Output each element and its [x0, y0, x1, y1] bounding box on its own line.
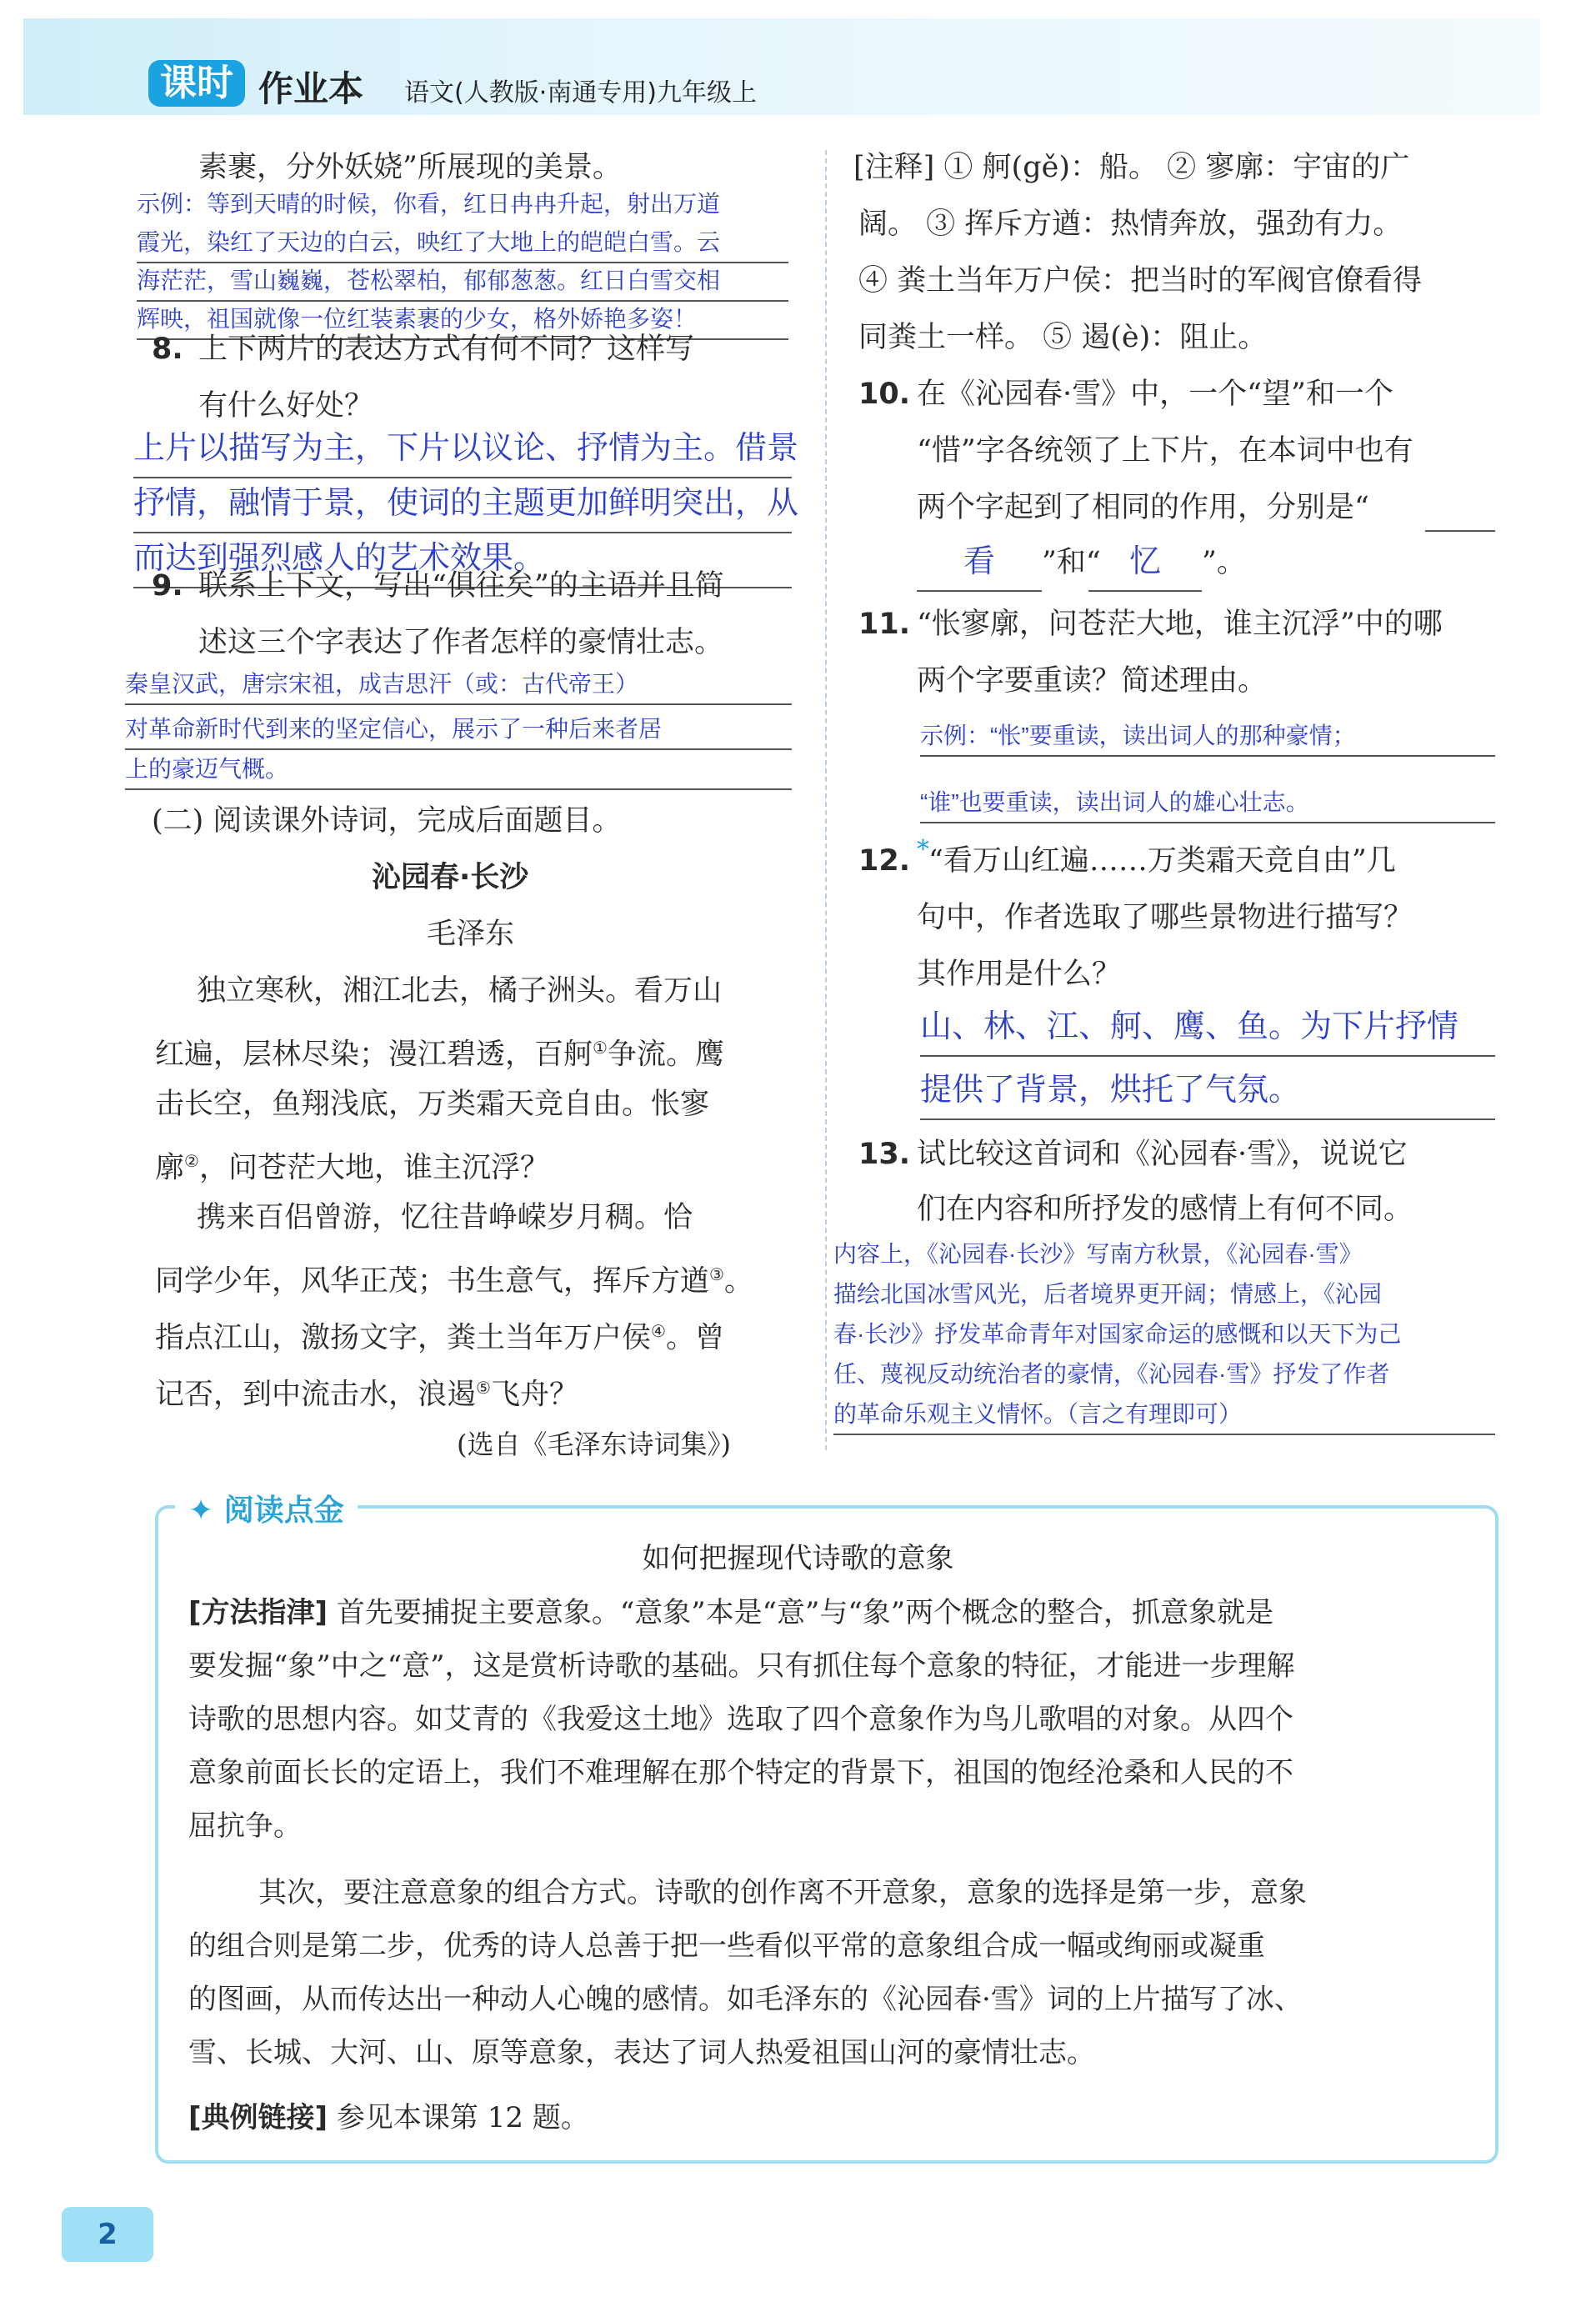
reading-tag — [175, 1487, 358, 1529]
answer-7-line: 海茫茫，雪山巍巍，苍松翠柏，郁郁葱葱。红日白雪交相 — [137, 262, 788, 302]
answer-7-line: 霞光，染红了天边的白云，映红了大地上的皑皑白雪。云 — [137, 223, 788, 263]
star-marker: * — [917, 835, 929, 864]
question-10-text: 两个字起到了相同的作用，分别是“ — [917, 491, 1369, 524]
poem-line: 击长空，鱼翔浅底，万类霜天竞自由。怅寥 — [155, 1088, 710, 1121]
question-11-text: 两个字要重读？简述理由。 — [917, 664, 1268, 698]
answer-8-line: 上片以描写为主，下片以议论、抒情为主。借景 — [133, 420, 792, 478]
question-8-text: 上下两片的表达方式有何不同？这样写 — [198, 333, 695, 366]
poem-text: 飞舟？ — [490, 1378, 578, 1412]
footnote-marker: ③ — [709, 1264, 724, 1284]
poem-text: ，问苍茫大地，谁主沉浮？ — [198, 1151, 549, 1185]
question-10-text: 在《沁园春·雪》中，一个“望”和一个 — [917, 378, 1393, 411]
footnote-marker: ① — [593, 1038, 608, 1058]
poem-source: (选自《毛泽东诗词集》) — [457, 1429, 731, 1460]
question-12-text: 其作用是什么？ — [917, 958, 1122, 991]
poem-text: 争流。鹰 — [607, 1038, 724, 1072]
reading-line: 诗歌的思想内容。如艾青的《我爱这土地》选取了四个意象作为鸟儿歌唱的对象。从四个 — [188, 1703, 1293, 1736]
question-number: 8. — [152, 333, 183, 366]
poem-text: 。 — [723, 1264, 753, 1299]
answer-13-line: 春·长沙》抒发革命青年对国家命运的感慨和以天下为己 — [833, 1321, 1402, 1347]
page-header — [23, 18, 1540, 115]
poem-text: 记否，到中流击水，浪遏 — [155, 1378, 477, 1412]
answer-10-b: 忆 — [1088, 533, 1202, 592]
notes-line: 同粪土一样。 ⑤ 遏(è)：阻止。 — [858, 321, 1268, 354]
answer-9-line: 上的豪迈气概。 — [125, 750, 792, 790]
answer-12-line: 提供了背景，烘托了气氛。 — [920, 1062, 1495, 1120]
footnote-marker: ⑤ — [476, 1378, 491, 1398]
question-number: 12. — [858, 844, 911, 878]
question-10-text: ”和“ — [1042, 546, 1101, 579]
question-12-text: 句中，作者选取了哪些景物进行描写？ — [917, 901, 1413, 934]
question-11-text: “怅寥廓，问苍茫大地，谁主沉浮”中的哪 — [917, 608, 1443, 641]
reading-line: 要发掘“象”中之“意”，这是赏析诗歌的基础。只有抓住每个意象的特征，才能进一步理解 — [188, 1649, 1295, 1683]
method-label: [方法指津] — [188, 1596, 328, 1629]
question-9-text: 联系上下文，写出“俱往矣”的主语并且简 — [198, 569, 724, 603]
question-number: 11. — [858, 608, 911, 641]
question-8-text: 有什么好处？ — [198, 389, 374, 423]
reading-title: 如何把握现代诗歌的意象 — [642, 1542, 954, 1575]
answer-7-line: 辉映，祖国就像一位红装素裹的少女，格外娇艳多姿！ — [137, 300, 788, 340]
poem-text: 。曾 — [665, 1321, 724, 1355]
poem-line — [155, 1022, 724, 1081]
answer-7-line: 示例：等到天晴的时候，你看，红日冉冉升起，射出万道 — [137, 191, 721, 217]
poem-author: 毛泽东 — [427, 918, 515, 951]
reading-line: 屈抗争。 — [188, 1809, 302, 1843]
answer-13-line: 内容上，《沁园春·长沙》写南方秋景，《沁园春·雪》 — [833, 1241, 1363, 1267]
column-divider — [825, 150, 827, 1450]
question-number: 13. — [858, 1138, 911, 1171]
answer-11-line: “谁”也要重读，读出词人的雄心壮志。 — [920, 783, 1495, 823]
poem-text: 廓 — [155, 1151, 185, 1185]
reading-line: 雪、长城、大河、山、原等意象，表达了词人热爱祖国山河的豪情壮志。 — [188, 2036, 1095, 2069]
notes-line: 阔。 ③ 挥斥方遒：热情奔放，强劲有力。 — [858, 208, 1403, 241]
answer-12-line: 山、林、江、舸、鹰、鱼。为下片抒情 — [920, 998, 1495, 1057]
reading-line: 其次，要注意意象的组合方式。诗歌的创作离不开意象，意象的选择是第一步，意象 — [258, 1876, 1307, 1909]
reading-line — [188, 2092, 589, 2144]
poem-text: 同学少年，风华正茂；书生意气，挥斥方遒 — [155, 1264, 710, 1299]
sparkle-icon: ✦ — [188, 1494, 214, 1528]
question-number: 9. — [152, 569, 183, 603]
footnote-marker: ④ — [651, 1321, 666, 1341]
reading-line: 意象前面长长的定语上，我们不难理解在那个特定的背景下，祖国的饱经沧桑和人民的不 — [188, 1756, 1293, 1789]
poem-line — [155, 1249, 753, 1308]
poem-line — [155, 1135, 549, 1194]
poem-line: 独立寒秋，湘江北去，橘子洲头。看万山 — [197, 974, 723, 1008]
section-heading: (二) 阅读课外诗词，完成后面题目。 — [152, 804, 622, 838]
footnote-marker: ② — [184, 1151, 199, 1171]
reading-text: 参见本课第 12 题。 — [336, 2101, 589, 2134]
poem-line: 携来百侣曾游，忆往昔峥嵘岁月稠。恰 — [197, 1201, 693, 1234]
answer-8-line: 抒情，融情于景，使词的主题更加鲜明突出，从 — [133, 475, 792, 533]
answer-13-line: 的革命乐观主义情怀。（言之有理即可） — [833, 1395, 1495, 1435]
reading-tag-label: 阅读点金 — [223, 1494, 344, 1528]
answer-8-line: 而达到强烈感人的艺术效果。 — [133, 530, 792, 588]
poem-text: 红遍，层林尽染；漫江碧透，百舸 — [155, 1038, 593, 1072]
subject-label: 语文(人教版·南通专用)九年级上 — [404, 78, 757, 108]
question-12-text: “看万山红遍……万类霜天竞自由”几 — [928, 844, 1396, 878]
answer-13-line: 描绘北国冰雪风光，后者境界更开阔；情感上，《沁园 — [833, 1281, 1383, 1307]
question-13-text: 试比较这首词和《沁园春·雪》，说说它 — [917, 1138, 1408, 1171]
answer-9-line: 对革命新时代到来的坚定信心，展示了一种后来者居 — [125, 710, 792, 750]
reading-line: 的组合则是第二步，优秀的诗人总善于把一些看似平常的意象组合成一幅或绚丽或凝重 — [188, 1929, 1265, 1963]
blank-line — [1425, 530, 1495, 532]
poem-title: 沁园春·长沙 — [372, 861, 529, 894]
brand-title: 作业本 — [258, 68, 364, 109]
reading-text: 首先要捕捉主要意象。“意象”本是“意”与“象”两个概念的整合，抓意象就是 — [336, 1596, 1274, 1629]
answer-13-line: 任、蔑视反动统治者的豪情，《沁园春·雪》抒发了作者 — [833, 1361, 1390, 1387]
notes-line: ④ 粪土当年万户侯：把当时的军阀官僚看得 — [858, 264, 1423, 298]
page-number: 2 — [62, 2207, 153, 2262]
question-number: 10. — [858, 378, 911, 411]
poem-text: 指点江山，激扬文字，粪土当年万户侯 — [155, 1321, 652, 1355]
poem-line — [155, 1305, 724, 1364]
example-label: [典例链接] — [188, 2101, 328, 2134]
question-10-text: ”。 — [1202, 546, 1246, 579]
poem-line — [155, 1362, 578, 1421]
reading-line — [188, 1587, 1273, 1639]
question-10-text: “惜”字各统领了上下片，在本词中也有 — [917, 434, 1413, 468]
answer-9-line: 秦皇汉武，唐宗宋祖，成吉思汗（或：古代帝王） — [125, 665, 792, 705]
answer-10-a: 看 — [917, 533, 1042, 592]
answer-11-line: 示例：“怅”要重读，读出词人的那种豪情； — [920, 717, 1495, 757]
text-line: 素裹，分外妖娆”所展现的美景。 — [198, 151, 622, 184]
question-13-text: 们在内容和所抒发的感情上有何不同。 — [917, 1193, 1413, 1226]
reading-line: 的图画，从而传达出一种动人心魄的感情。如毛泽东的《沁园春·雪》词的上片描写了冰、 — [188, 1983, 1303, 2016]
notes-line: [注释] ① 舸(gě)：船。 ② 寥廓：宇宙的广 — [853, 151, 1410, 184]
brand-logo: 课时 — [148, 60, 245, 107]
question-9-text: 述这三个字表达了作者怎样的豪情壮志。 — [198, 626, 724, 659]
